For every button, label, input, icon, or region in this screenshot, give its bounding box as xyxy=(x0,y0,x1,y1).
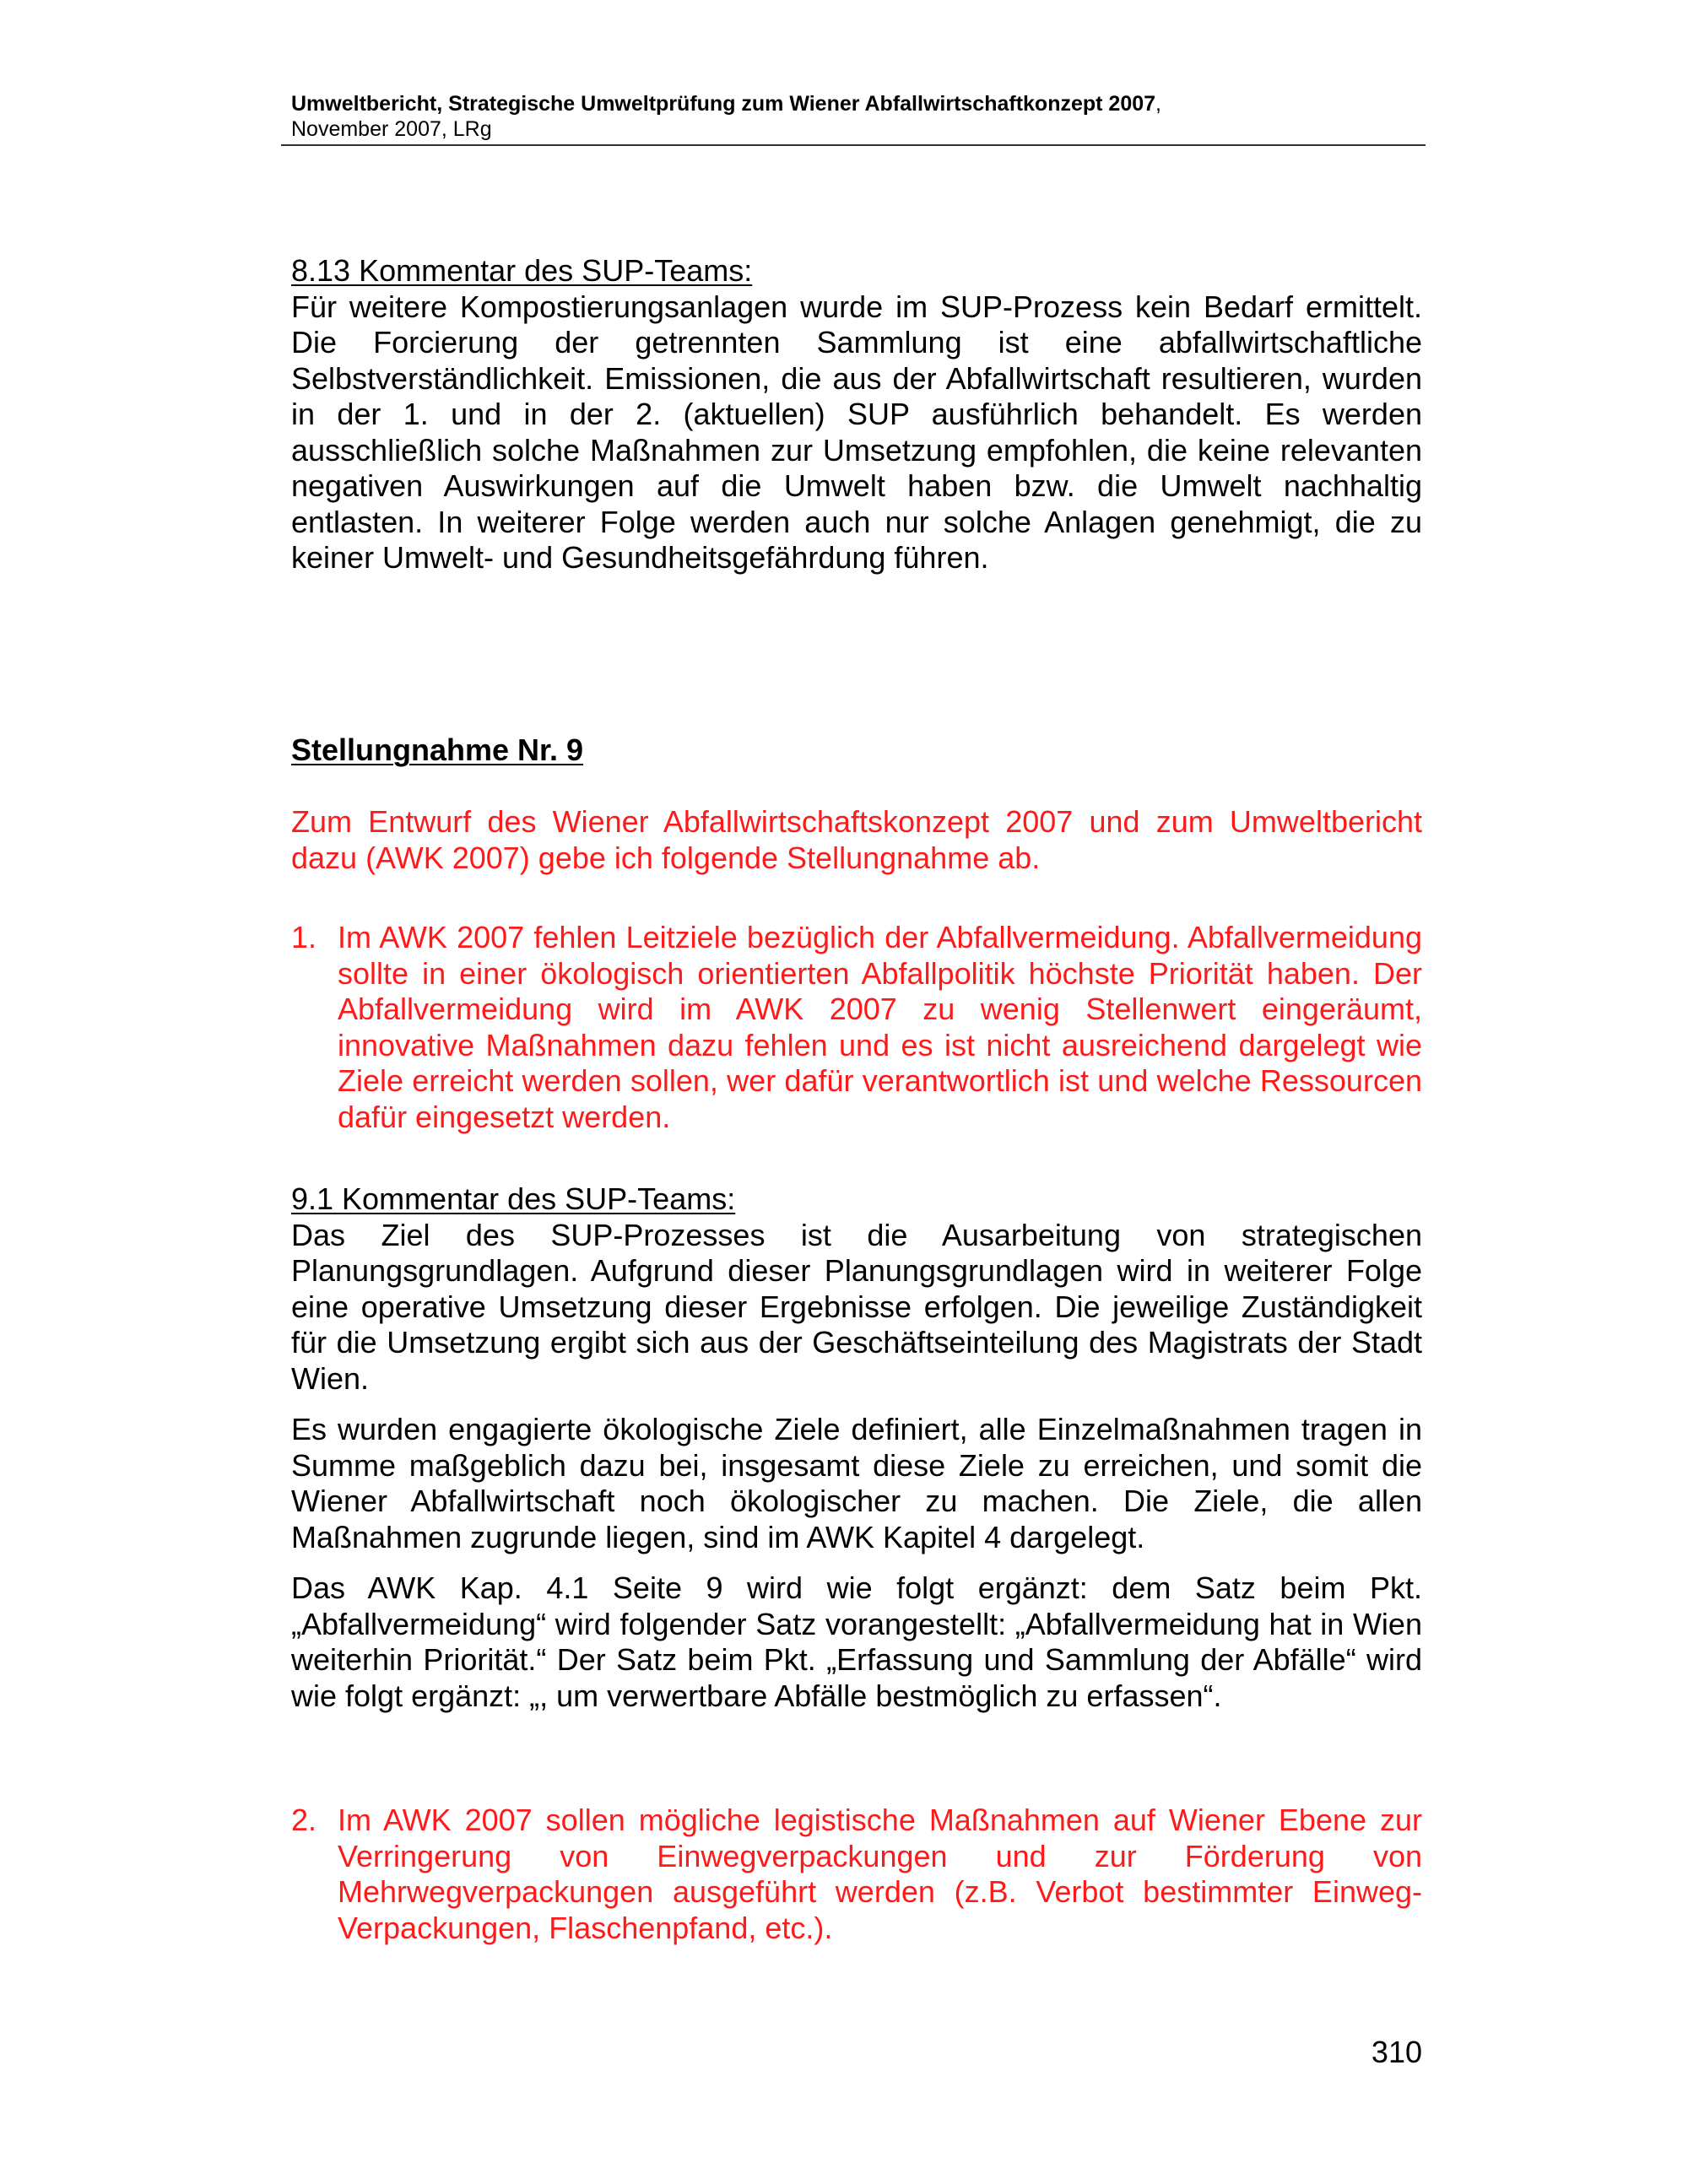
text-line: Es wurden engagierte ökologische Ziele definiert, alle Einzelmaßnahmen tragen in xyxy=(291,1412,1422,1446)
statement-9-item-1 xyxy=(291,920,1422,1135)
item-2-text xyxy=(338,1803,1422,1946)
page-number: 310 xyxy=(1371,2035,1422,2069)
text-line: Planungsgrundlagen. Aufgrund dieser Planungsgrundlagen wird in weiterer Folge xyxy=(291,1253,1422,1288)
text-line: „Abfallvermeidung“ wird folgender Satz vorangestellt: „Abfallvermeidung hat in xyxy=(291,1606,1344,1641)
header-title-line xyxy=(291,91,1422,116)
text-line: wurden in der 1. und in der 2. (aktuellen) SUP ausführlich behandelt. Es werden xyxy=(291,360,1422,431)
text-line: Stadt Wien. xyxy=(291,1325,1422,1396)
header-title-suffix: , xyxy=(1155,92,1161,116)
text-line: dazu (AWK 2007) gebe ich folgende Stellungnahme ab. xyxy=(291,840,1041,875)
text-line: Wien weiterhin Priorität.“ Der Satz beim Pkt. „Erfassung und Sammlung der xyxy=(291,1606,1422,1677)
text-line: eine operative Umsetzung dieser Ergebnisse erfolgen. Die jeweilige Zuständigkeit xyxy=(291,1289,1422,1324)
page-header xyxy=(291,91,1422,142)
header-subtitle: November 2007, LRg xyxy=(291,117,492,141)
text-line: Mehrwegverpackungen ausgeführt werden (z.B. Verbot bestimmter Einweg- xyxy=(338,1874,1422,1909)
text-line: Das AWK Kap. 4.1 Seite 9 wird wie folgt ergänzt: dem Satz beim Pkt. xyxy=(291,1570,1422,1605)
comment-9-1-paragraph-1 xyxy=(291,1218,1422,1397)
text-line: Selbstverständlichkeit. Emissionen, die aus der Abfallwirtschaft resultieren, xyxy=(291,360,1312,396)
text-line: ausschließlich solche Maßnahmen zur Umsetzung empfohlen, die keine xyxy=(291,432,1270,468)
text-line: Verpackungen, Flaschenpfand, etc.). xyxy=(338,1910,833,1945)
statement-9-item-2 xyxy=(291,1803,1422,1946)
statement-9-intro-text xyxy=(291,804,1422,876)
comment-8-13-heading: 8.13 Kommentar des SUP-Teams: xyxy=(291,253,753,288)
item-2-number: 2. xyxy=(291,1803,317,1837)
text-line: Priorität haben. Der Abfallvermeidung wird im AWK 2007 zu wenig Stellenwert xyxy=(338,955,1422,1026)
header-divider xyxy=(281,144,1426,146)
item-1-text xyxy=(338,920,1422,1135)
comment-9-1-heading: 9.1 Kommentar des SUP-Teams: xyxy=(291,1181,736,1216)
text-line: relevanten negativen Auswirkungen auf die Umwelt haben bzw. die Umwelt xyxy=(291,432,1422,503)
comment-8-13-body xyxy=(291,289,1422,576)
text-line: Wiener Abfallwirtschaft noch ökologischer zu machen. Die Ziele, die allen xyxy=(291,1484,1422,1518)
text-line: Im AWK 2007 fehlen Leitziele bezüglich der Abfallvermeidung. xyxy=(338,920,1180,954)
text-line: dargelegt wie Ziele erreicht werden sollen, wer dafür verantwortlich ist und xyxy=(338,1027,1422,1098)
item-1-number: 1. xyxy=(291,920,317,954)
comment-9-1 xyxy=(291,1181,1422,1714)
text-line: Abfallvermeidung sollte in einer ökologisch orientierten Abfallpolitik höchste xyxy=(338,920,1422,991)
statement-9-header xyxy=(291,733,1422,769)
header-title: Umweltbericht, Strategische Umweltprüfung zum Wiener Abfallwirtschaftkonzept 2007 xyxy=(291,92,1156,116)
text-line: für die Umsetzung ergibt sich aus der Geschäftseinteilung des Magistrats der xyxy=(291,1325,1342,1360)
statement-9-heading: Stellungnahme Nr. 9 xyxy=(291,733,584,767)
text-line: welche Ressourcen dafür eingesetzt werden. xyxy=(338,1063,1422,1134)
text-line: Abfälle“ wird wie folgt ergänzt: „, um verwertbare Abfälle bestmöglich zu erfassen“. xyxy=(291,1642,1423,1713)
text-line: Die Forcierung der getrennten Sammlung ist eine abfallwirtschaftliche xyxy=(291,325,1422,359)
text-line: Das Ziel des SUP-Prozesses ist die Ausarbeitung von strategischen xyxy=(291,1217,1422,1252)
comment-9-1-paragraph-2 xyxy=(291,1412,1422,1555)
text-line: Maßnahmen zugrunde liegen, sind im AWK Kapitel 4 dargelegt. xyxy=(291,1519,1145,1554)
text-line: Verringerung von Einwegverpackungen und zur Förderung von xyxy=(338,1838,1422,1873)
statement-9-intro xyxy=(291,804,1422,876)
comment-9-1-paragraph-3 xyxy=(291,1570,1422,1714)
text-line: Zum Entwurf des Wiener Abfallwirtschaftskonzept 2007 und zum Umweltbericht xyxy=(291,804,1422,839)
comment-8-13 xyxy=(291,253,1422,576)
text-line: eingeräumt, innovative Maßnahmen dazu fehlen und es ist nicht ausreichend xyxy=(338,992,1422,1062)
text-line: Summe maßgeblich dazu bei, insgesamt diese Ziele zu erreichen, und somit die xyxy=(291,1447,1422,1483)
text-line: Im AWK 2007 sollen mögliche legistische Maßnahmen auf Wiener Ebene zur xyxy=(338,1803,1422,1837)
text-line: nachhaltig entlasten. In weiterer Folge werden auch nur solche Anlagen xyxy=(291,468,1422,539)
text-line: Für weitere Kompostierungsanlagen wurde im SUP-Prozess kein Bedarf ermittelt. xyxy=(291,289,1422,324)
text-line: genehmigt, die zu keiner Umwelt- und Gesundheitsgefährdung führen. xyxy=(291,504,1422,575)
